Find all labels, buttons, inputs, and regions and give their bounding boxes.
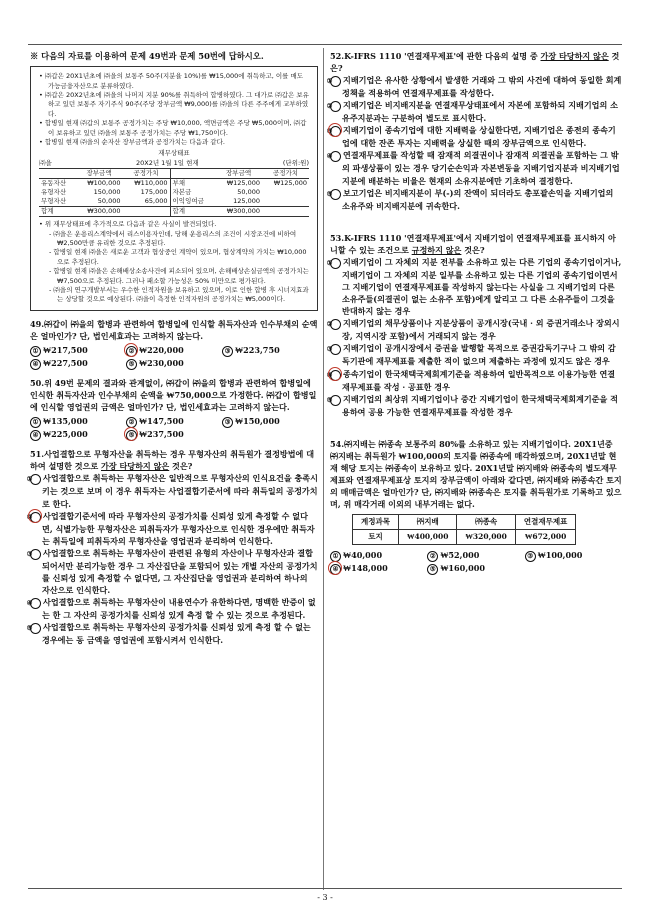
question-54 [330,438,622,576]
question-50 [30,377,318,441]
option-numeral: ① [330,551,341,562]
top-rule [28,44,622,45]
question-number: 51. [30,449,45,460]
land-table [352,514,576,545]
option[interactable]: ⑤ ₩230,000 [126,357,222,370]
option-numeral: ⑤ [330,395,341,406]
balance-sheet-meta [39,159,309,168]
options-50 [30,415,318,441]
choice[interactable]: ③ 사업결합으로 취득하는 무형자산이 관련된 유형의 자산이나 무형자산과 결합되어서만 분리가능한 경우 그 자산집단을 포함되어 있는 개별 자산의 공정가치를 신뢰성 있게 측정할 수 없다면, 그 자산집단을 영업권과 분리하여 하나의 자산으로 인식한다. [26,547,318,596]
option-numeral: ④ [330,151,341,162]
option-numeral: ③ [525,551,536,562]
choice[interactable]: ① 지배기업이 그 자체의 지분 전부를 소유하고 있는 다른 기업의 종속기업이거나, 지배기업이 그 자체의 지분 일부를 소유하고 있는 다른 기업의 종속기업이면서 그 지배기업이 연결재무제표를 작성하지 않는다는 사실을 그 지배기업의 다른 소유주들(의결권이 없는 소유주 포함)에게 알리고 그 다른 소유주들이 그것을 반대하지 않는 경우 [326,256,622,317]
question-number: 49. [30,318,45,329]
option-numeral: ⑤ [427,564,438,575]
balance-sheet-title: 재무상태표 [158,149,190,158]
bottom-rule [28,888,622,889]
option-numeral: ④ [330,564,341,575]
option[interactable]: ① ₩135,000 [30,415,126,428]
question-text: ㈜지배는 ㈜종속 보통주의 80%를 소유하고 있는 지배기업이다. 20X1년중 ㈜지배는 취득원가 ₩100,000의 토지를 ㈜종속에 매각하였으며, 20X1년말 현재 해당 토지는 ㈜종속이 보유하고 있다. 20X1년말 ㈜지배와 ㈜종속의 별도재무제표와 연결재무제표상 토지의 장부금액이 아래와 같다면, ㈜지배와 ㈜종속간 토지의 매매금액은 얼마인가? 단, ㈜지배와 ㈜종속은 토지를 취득원가로 기록하고 있으며, 위 매각거래 이외의 내부거래는 없다. [330,438,622,510]
options-49 [30,344,318,370]
selection-circle-icon [124,427,138,441]
selection-circle-icon [328,123,342,137]
question-number: 53. [330,232,345,243]
option-numeral: ① [330,258,341,269]
page-number: - 3 - [317,893,333,902]
option-numeral: ④ [330,370,341,381]
question-number: 52. [330,51,345,61]
choice-selected[interactable]: ② 사업결합기준서에 따라 무형자산의 공정가치를 신뢰성 있게 측정할 수 없다면, 식별가능한 무형자산은 피취득자가 무형자산으로 인식한 경우에만 취득자는 취득일에 피취득자의 무형자산을 영업권과 분리하여 인식한다. [26,510,315,546]
case-box [30,66,318,311]
option-numeral: ④ [30,598,41,609]
case-bullet: • ㈜갑은 20X2년초에 ㈜을의 나머지 지분 90%를 취득하여 합병하였다. 그 대가로 ㈜갑은 보유하고 있던 보통주 자기주식 90주(주당 장부금액 ₩9,000)를 ㈜을의 다른 주주에게 교부하였다. [39,90,309,118]
option[interactable]: ② ₩147,500 [126,415,222,428]
option[interactable]: ④ ₩225,000 [30,428,126,441]
option-numeral: ③ [330,344,341,355]
emphasis: 가장 타당하지 않은 [540,51,609,61]
table-row: 무형자산 50,000 65,000 이익잉여금 125,000 [41,197,261,206]
question-49 [30,318,318,370]
option-numeral: ① [330,76,341,87]
choice[interactable]: ① 사업결합으로 취득하는 무형자산은 일반적으로 무형자산의 인식요건을 충족시키는 것으로 보며 이 경우 취득자는 사업결합기준서에 따라 취득일의 공정가치로 한다. [26,473,318,509]
option[interactable]: ③ ₩100,000 [525,549,622,562]
option-numeral: ⑤ [330,189,341,200]
left-column [26,50,318,646]
balance-sheet-date: 20X2년 1월 1일 현재 [135,158,199,167]
selection-circle-icon [328,367,342,381]
table-header-row: 장부금액 공정가치 장부금액 공정가치 [39,169,309,179]
emphasis: 가장 타당하지 않은 [101,461,170,472]
column-divider [323,48,324,890]
option-selected[interactable]: ⑤ ₩237,500 [126,428,222,441]
table-row: 유동자산 ₩100,000 ₩110,000 부채 ₩125,000 ₩125,000 [41,179,307,188]
option-numeral: ③ [222,346,233,357]
balance-sheet-company: ㈜을 [39,158,52,167]
option-numeral: ⑤ [126,430,137,441]
option-numeral: ② [126,346,137,357]
option[interactable]: ④ ₩227,500 [30,357,126,370]
question-52: 52.K-IFRS 1110 '연결재무제표'에 관한 다음의 설명 중 가장 타당하지 않은 것은? ① 지배기업은 유사한 상황에서 발생한 거래와 그 밖의 사건에 대하여 동일한 회계정책을 적용하여 연결재무제표를 작성한다. ② 지배기업은 비지배지분을 연결재무상태표에서 자본에 포함하되 지배기업의 소유주지분과는 구분하여 별도로 표시한다. ③ 지배기업이 종속기업에 대한 지배력을 상실한다면, 지배기업은 종전의 종속기업에 대한 잔존 투자는 지배력을 상실한 때의 장부금액으로 인식한다. ④ 연결재무제표를 작성할 때 잠재적 의결권이나 잠재적 의결권을 포함하는 그 밖의 파생상품이 있는 경우 당기순손익과 자본변동을 지배기업지분과 비지배기업지분에 배분하는 비율은 현재의 소유지분에만 기초하여 결정한다. ⑤ 보고기업은 비지배지분이 부(-)의 잔액이 되더라도 총포괄손익을 지배기업의 소유주와 비지배지분에 귀속한다. [326,51,622,211]
case-bullet: • ㈜갑은 20X1년초에 ㈜을의 보통주 50주(지분율 10%)를 ₩15,000에 취득하고, 이를 매도가능금융자산으로 분류하였다. [39,72,304,90]
emphasis: 규정하지 않은 [411,244,462,255]
option-numeral: ② [330,101,341,112]
extra-fact: - 합병일 현재 ㈜을은 새로운 고객과 협상중인 계약이 있으며, 협상계약의 가치는 ₩10,000으로 추정된다. [49,248,307,266]
option-numeral: ① [30,346,41,357]
case-bullet: • 합병일 현재 ㈜갑의 보통주 공정가치는 주당 ₩10,000, 액면금액은 주당 ₩5,000이며, ㈜갑이 보유하고 있던 ㈜을의 보통주 공정가치는 주당 ₩1,750이다. [39,119,307,137]
question-53: 53.K-IFRS 1110 '연결재무제표'에서 지배기업이 연결재무제표를 표시하지 아니할 수 있는 조건으로 규정하지 않은 것은? ① 지배기업이 그 자체의 지분 전부를 소유하고 있는 다른 기업의 종속기업이거나, 지배기업이 그 자체의 지분 일부를 소유하고 있는 다른 기업의 종속기업이면서 그 지배기업이 연결재무제표를 작성하지 않는다는 사실을 그 지배기업의 다른 소유주들(의결권이 없는 소유주 포함)에게 알리고 그 다른 소유주들이 그것을 반대하지 않는 경우 ② 지배기업의 채무상품이나 지분상품이 공개시장(국내 · 외 증권거래소나 장외시장, 지역시장 포함)에서 거래되지 않는 경우 ③ 지배기업이 공개시장에서 증권을 발행할 목적으로 증권감독기구나 그 밖의 감독기관에 재무제표를 제출한 적이 없으며 제출하는 과정에 있지도 않은 경우 ④ 종속기업이 한국채택국제회계기준을 적용하여 일반목적으로 이용가능한 연결재무제표를 작성 · 공표한 경우 ⑤ 지배기업의 최상위 지배기업이나 중간 지배기업이 한국채택국제회계기준을 적용하여 공용 가능한 연결재무제표를 작성한 경우 [326,232,622,417]
question-number: 54. [330,438,345,449]
right-column [326,50,622,575]
choice[interactable]: ③ 지배기업이 공개시장에서 증권을 발행할 목적으로 증권감독기구나 그 밖의 감독기관에 재무제표를 제출한 적이 없으며 제출하는 과정에 있지도 않은 경우 [326,343,616,367]
option-numeral: ⑤ [30,623,41,634]
extra-facts-lead: • 위 재무상태표에 추가적으로 다음과 같은 사실이 발견되었다. [39,220,217,229]
option[interactable]: ③ ₩150,000 [222,415,318,428]
question-text: 위 49번 문제의 결과와 관계없이, ㈜갑이 ㈜을의 합병과 관련하여 합병일에 인식한 취득자산과 인수부채의 순액을 ₩750,000으로 가정한다. ㈜갑이 합병일에 인식할 영업권의 금액은 얼마인가? 단, 법인세효과는 고려하지 않는다. [30,378,317,413]
option-numeral: ② [30,512,41,523]
option-numeral: ① [30,417,41,428]
option-numeral: ③ [330,126,341,137]
option-numeral: ① [30,474,41,485]
table-total-row: 합계 ₩300,000 합계 ₩300,000 [39,207,309,217]
question-51: 51.사업결합으로 무형자산을 취득하는 경우 무형자산의 취득원가 결정방법에 대하여 설명한 것으로 가장 타당하지 않은 것은? ① 사업결합으로 취득하는 무형자산은 일반적으로 무형자산의 인식요건을 충족시키는 것으로 보며 이 경우 취득자는 사업결합기준서에 따라 취득일의 공정가치로 한다. ② 사업결합기준서에 따라 무형자산의 공정가치를 신뢰성 있게 측정할 수 없다면, 식별가능한 무형자산은 피취득자가 무형자산으로 인식한 경우에만 취득자는 취득일에 피취득자의 무형자산을 영업권과 분리하여 인식한다. ③ 사업결합으로 취득하는 무형자산이 관련된 유형의 자산이나 무형자산과 결합되어서만 분리가능한 경우 그 자산집단을 포함되어 있는 개별 자산의 공정가치를 신뢰성 있게 측정할 수 없다면, 그 자산집단을 영업권과 분리하여 하나의 자산으로 인식한다. ④ 사업결합으로 취득하는 무형자산이 내용연수가 유한하다면, 명백한 반증이 없는 한 그 자산의 공정가치를 신뢰성 있게 측정 할 수 있는 것으로 추정된다. ⑤ 사업결합으로 취득하는 무형자산의 공정가치를 신뢰성 있게 측정 할 수 없는 경우에는 동 금액을 영업권에 포함시켜서 인식한다. [26,449,318,646]
selection-circle-icon [124,343,138,357]
balance-sheet-unit: (단위:원) [282,158,309,167]
choice-selected[interactable]: ④ 종속기업이 한국채택국제회계기준을 적용하여 일반목적으로 이용가능한 연결재무제표를 작성 · 공표한 경우 [326,368,616,392]
extra-fact: - 합병일 현재 ㈜을은 손해배상소송사건에 피소되어 있으며, 손해배상손실금액의 공정가치는 ₩7,500으로 추정된다. 그러나 패소할 가능성은 50% 미만으로 평가된다. [49,267,309,285]
option[interactable]: ② ₩52,000 [427,549,524,562]
table-row: 토지 ₩400,000 ₩320,000 ₩672,000 [353,530,576,545]
case-bullet: • 합병일 현재 ㈜을의 순자산 장부금액과 공정가치는 다음과 같다. [39,137,225,146]
option-numeral: ② [427,551,438,562]
choice[interactable]: ⑤ 지배기업의 최상위 지배기업이나 중간 지배기업이 한국채택국제회계기준을 적용하여 공용 가능한 연결재무제표를 작성한 경우 [326,393,618,417]
option[interactable]: ③ ₩223,750 [222,344,318,357]
selection-circle-icon [328,561,342,575]
choice[interactable]: ⑤ 보고기업은 비지배지분이 부(-)의 잔액이 되더라도 총포괄손익을 지배기업의 소유주와 비지배지분에 귀속한다. [326,187,614,211]
extra-fact: - ㈜을은 운용리스계약에서 리스이용자인데, 당해 운용리스의 조건이 시장조건에 비하여 ₩2,500만큼 유리한 것으로 추정된다. [49,229,297,247]
option-selected[interactable]: ④ ₩148,000 [330,562,427,575]
option[interactable]: ① ₩217,500 [30,344,126,357]
extra-fact: - ㈜을의 연구개발부서는 우수한 인적자원을 보유하고 있으며, 이로 인한 합병 후 시너지효과는 상당할 것으로 예상된다. ㈜을이 측정한 인적자원의 공정가치는 ₩5,000이다. [49,286,309,304]
choice[interactable]: ② 지배기업은 비지배지분을 연결재무상태표에서 자본에 포함하되 지배기업의 소유주지분과는 구분하여 별도로 표시한다. [326,100,618,124]
choice[interactable]: ② 지배기업의 채무상품이나 지분상품이 공개시장(국내 · 외 증권거래소나 장외시장, 지역시장 포함)에서 거래되지 않는 경우 [326,318,620,342]
table-header-row: 계정과목 ㈜지배 ㈜종속 연결재무제표 [353,515,576,530]
option-numeral: ③ [30,549,41,560]
option[interactable]: ① ₩40,000 [330,549,427,562]
option-numeral: ② [126,417,137,428]
option-numeral: ⑤ [126,359,137,370]
balance-sheet-table [39,168,309,217]
choice-selected[interactable]: ③ 지배기업이 종속기업에 대한 지배력을 상실한다면, 지배기업은 종전의 종속기업에 대한 잔존 투자는 지배력을 상실한 때의 장부금액으로 인식한다. [326,125,616,149]
option-numeral: ④ [30,430,41,441]
choice[interactable]: ④ 사업결합으로 취득하는 무형자산이 내용연수가 유한하다면, 명백한 반증이 없는 한 그 자산의 공정가치를 신뢰성 있게 측정 할 수 있는 것으로 추정된다. [26,597,316,621]
selection-circle-icon [28,509,42,523]
choice[interactable]: ① 지배기업은 유사한 상황에서 발생한 거래와 그 밖의 사건에 대하여 동일한 회계정책을 적용하여 연결재무제표를 작성한다. [326,75,622,99]
option-numeral: ④ [30,359,41,370]
choice[interactable]: ④ 연결재무제표를 작성할 때 잠재적 의결권이나 잠재적 의결권을 포함하는 그 밖의 파생상품이 있는 경우 당기순손익과 자본변동을 지배기업지분과 비지배기업지분에 배분하는 비율은 현재의 소유지분에만 기초하여 결정한다. [326,150,620,186]
option-numeral: ② [330,319,341,330]
options-54 [330,549,622,575]
table-row: 유형자산 150,000 175,000 자본금 50,000 [41,188,261,197]
shared-intro: ※ 다음의 자료를 이용하여 문제 49번과 문제 50번에 답하시오. [30,51,264,61]
choice[interactable]: ⑤ 사업결합으로 취득하는 무형자산의 공정가치를 신뢰성 있게 측정 할 수 없는 경우에는 동 금액을 영업권에 포함시켜서 인식한다. [26,622,311,646]
question-text: ㈜갑이 ㈜을의 합병과 관련하여 합병일에 인식할 취득자산과 인수부채의 순액은 얼마인가? 단, 법인세효과는 고려하지 않는다. [30,318,318,341]
option-numeral: ③ [222,417,233,428]
question-number: 50. [30,378,45,388]
option-selected[interactable]: ② ₩220,000 [126,344,222,357]
option[interactable]: ⑤ ₩160,000 [427,562,524,575]
